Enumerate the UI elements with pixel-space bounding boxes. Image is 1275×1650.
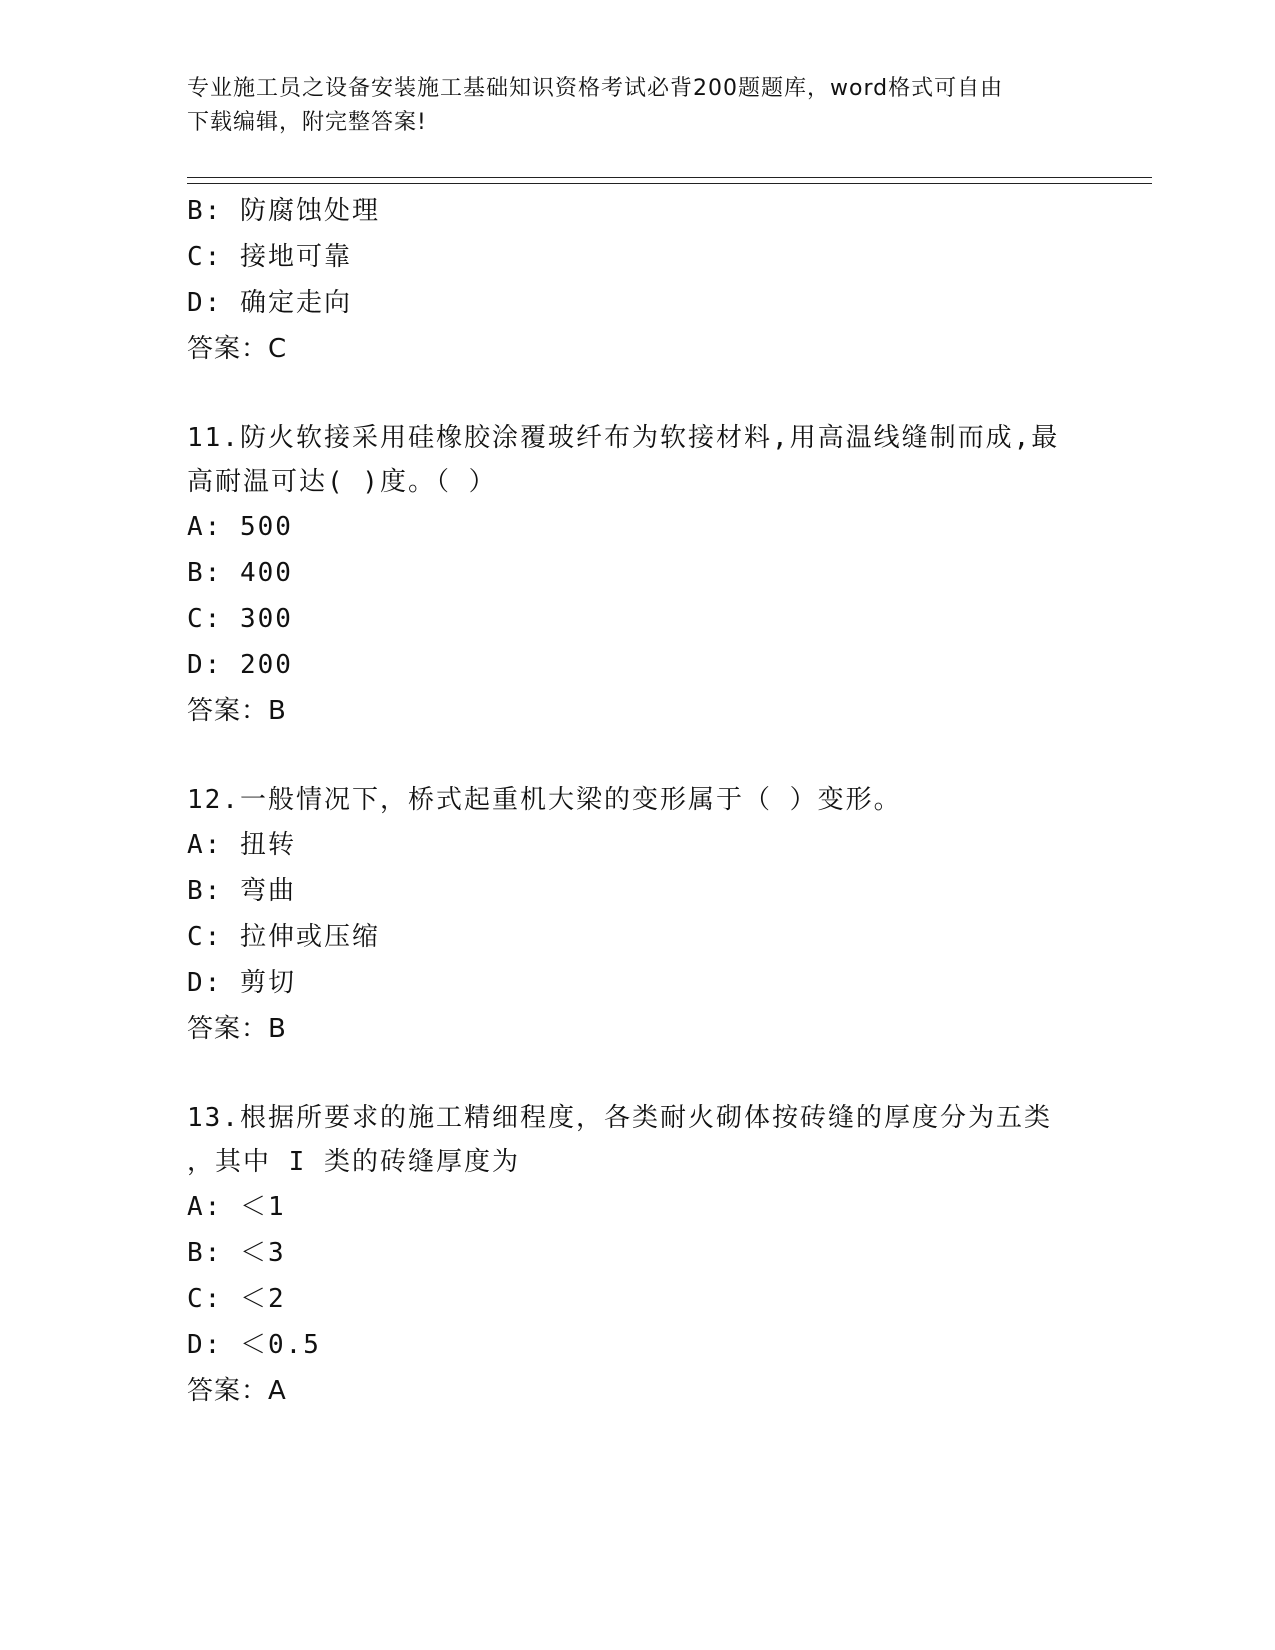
question-stem-line-2: ，其中 I 类的砖缝厚度为: [187, 1147, 520, 1177]
question-content: [187, 188, 1087, 1414]
question-13: [187, 1096, 1087, 1414]
answer-line: 答案：B: [187, 1014, 287, 1044]
spacer: [187, 1052, 1087, 1096]
header-divider-bottom: [187, 183, 1152, 184]
option-c: C: 接地可靠: [187, 242, 352, 272]
answer-line: 答案：B: [187, 696, 287, 726]
question-12: [187, 778, 1087, 1052]
question-stem-line-1: 11.防火软接采用硅橡胶涂覆玻纤布为软接材料,用高温线缝制而成,最: [187, 423, 1060, 453]
answer-line: 答案：C: [187, 334, 288, 364]
question-stem-line-2: 高耐温可达( )度。（ ）: [187, 467, 497, 497]
option-d: D: 确定走向: [187, 288, 352, 318]
option-b: B: 防腐蚀处理: [187, 196, 380, 226]
option-b: B: 弯曲: [187, 876, 296, 906]
option-d: D: 200: [187, 650, 293, 680]
question-11: [187, 416, 1087, 734]
option-d: D: ＜0.5: [187, 1330, 321, 1360]
spacer: [187, 734, 1087, 778]
header-divider-top: [187, 177, 1152, 178]
document-header: [187, 72, 1067, 140]
option-b: B: 400: [187, 558, 293, 588]
option-a: A: 扭转: [187, 830, 296, 860]
option-a: A: ＜1: [187, 1192, 286, 1222]
header-line-2: 下载编辑，附完整答案!: [187, 110, 427, 135]
option-c: C: 拉伸或压缩: [187, 922, 380, 952]
answer-line: 答案：A: [187, 1376, 287, 1406]
spacer: [187, 372, 1087, 416]
option-d: D: 剪切: [187, 968, 296, 998]
option-c: C: 300: [187, 604, 293, 634]
option-b: B: ＜3: [187, 1238, 286, 1268]
header-line-1: 专业施工员之设备安装施工基础知识资格考试必背200题题库，word格式可自由: [187, 76, 1004, 101]
question-stem-line-1: 13.根据所要求的施工精细程度，各类耐火砌体按砖缝的厚度分为五类: [187, 1103, 1052, 1133]
question-10: [187, 188, 1087, 372]
question-stem-line-1: 12.一般情况下，桥式起重机大梁的变形属于（ ）变形。: [187, 785, 902, 815]
option-c: C: ＜2: [187, 1284, 286, 1314]
option-a: A: 500: [187, 512, 293, 542]
